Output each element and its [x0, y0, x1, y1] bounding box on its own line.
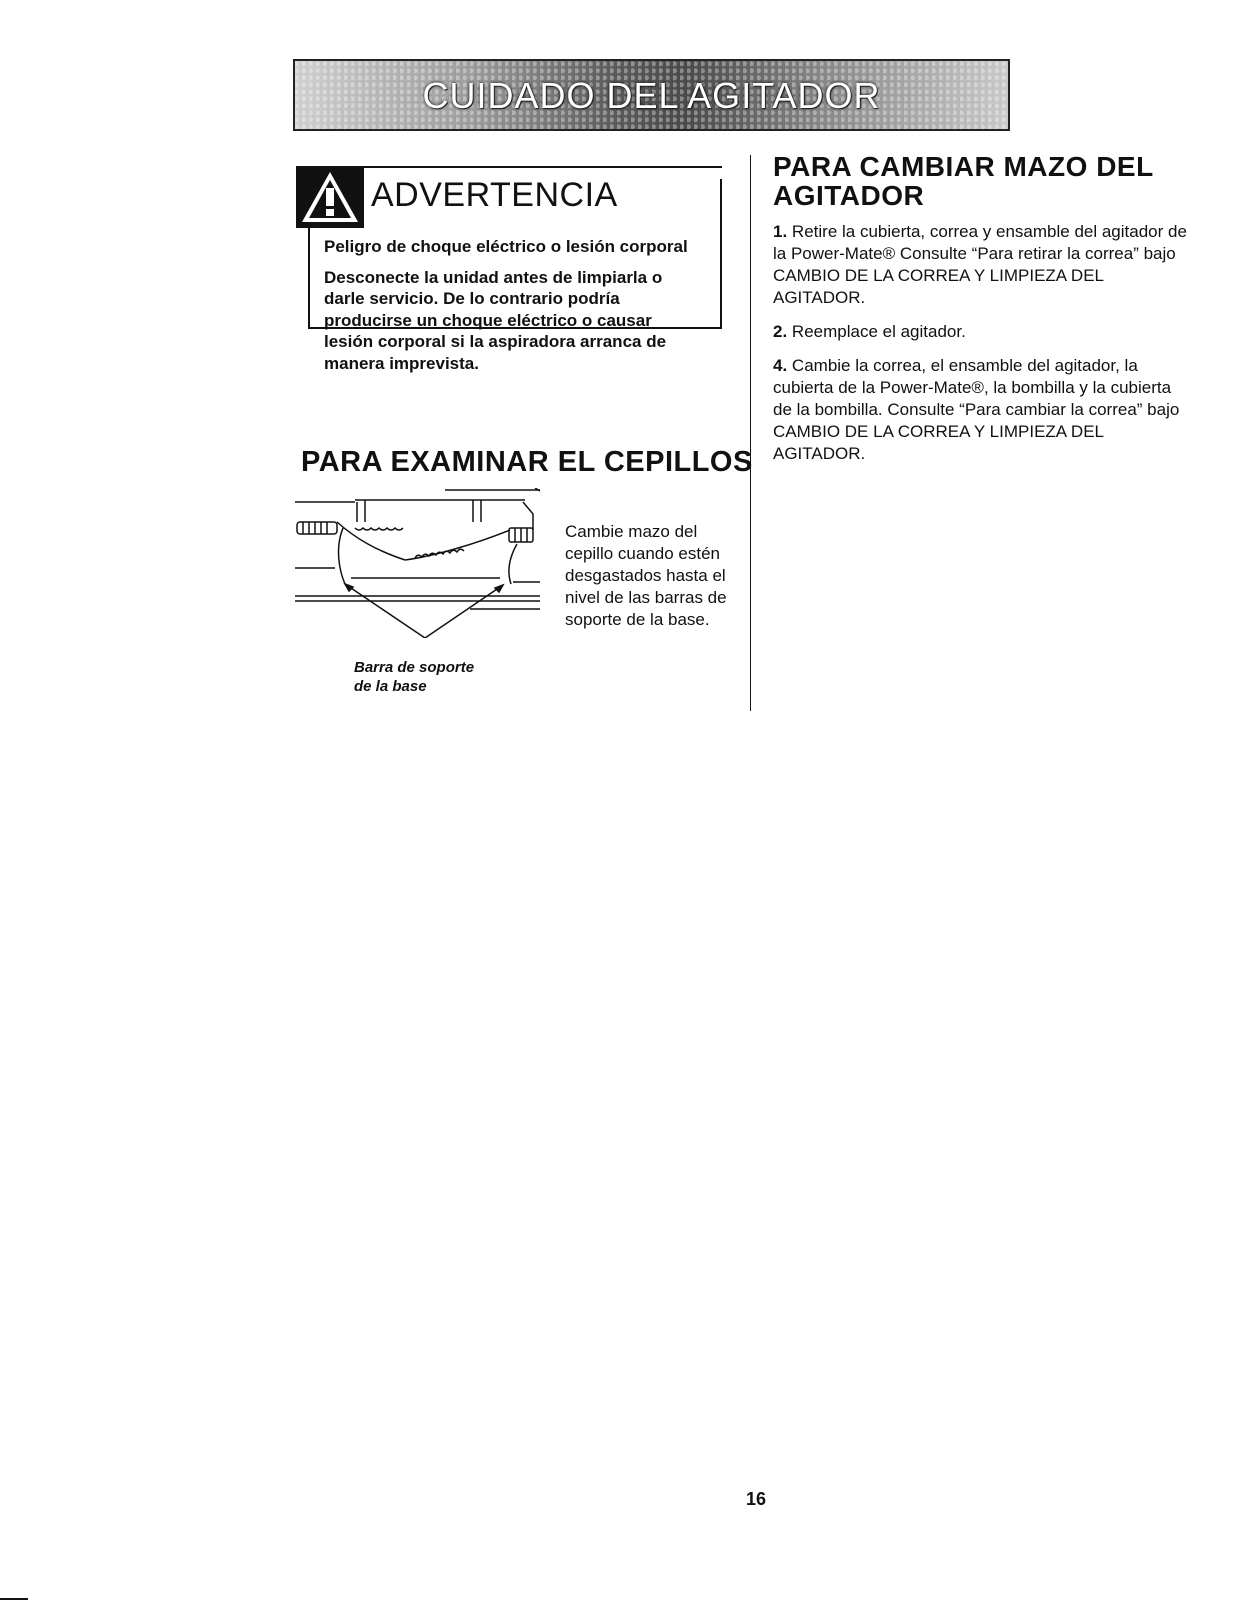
warning-title: ADVERTENCIA	[371, 176, 618, 214]
step-number: 4.	[773, 356, 788, 375]
brush-inspection-caption: Cambie mazo del cepillo cuando estén desgastados hasta el nivel de las barras de soporte de la base.	[565, 522, 727, 629]
warning-text	[324, 236, 704, 383]
section-heading-examine-brushes: PARA EXAMINAR EL CEPILLOS	[301, 446, 753, 478]
warning-paragraph-hazard: Peligro de choque eléctrico o lesión corporal	[324, 237, 688, 256]
replacement-steps	[773, 221, 1193, 477]
step-number: 2.	[773, 322, 788, 341]
column-divider	[750, 155, 751, 711]
brush-inspection-illustration	[295, 488, 545, 643]
step-4	[773, 355, 1193, 465]
step-1	[773, 221, 1193, 309]
step-2	[773, 321, 1193, 343]
section-banner	[293, 59, 1010, 131]
banner-title: CUIDADO DEL AGITADOR	[422, 75, 881, 116]
section-heading-replace-agitator-brush: PARA CAMBIAR MAZO DEL AGITADOR	[773, 151, 1154, 211]
base-support-bar-label-line1: Barra de soporte	[354, 659, 475, 676]
warning-triangle-icon	[296, 166, 364, 228]
step-text: Retire la cubierta, correa y ensamble del agitador de la Power-Mate® Consulte “Para retirar la correa” bajo CAMBIO DE LA CORREA Y LIMPIEZA DEL AGITADOR.	[773, 222, 1187, 307]
step-text: Reemplace el agitador.	[791, 322, 966, 341]
base-support-bar-label-line2: de la base	[354, 678, 427, 695]
step-text: Cambie la correa, el ensamble del agitador, la cubierta de la Power-Mate®, la bombilla y la cubierta de la bombilla. Consulte “Para cambiar la correa” bajo CAMBIO DE LA CORREA Y LIMPIEZA DEL AGITADOR.	[773, 356, 1180, 463]
page-number: 16	[746, 1489, 767, 1509]
base-support-bar-label	[354, 658, 474, 696]
step-number: 1.	[773, 222, 788, 241]
warning-paragraph-instructions: Desconecte la unidad antes de limpiarla o darle servicio. De lo contrario podría producirse un choque eléctrico o causar lesión corporal si la aspiradora arranca de manera imprevista.	[324, 267, 667, 373]
corner-crop-mark	[0, 1598, 28, 1600]
